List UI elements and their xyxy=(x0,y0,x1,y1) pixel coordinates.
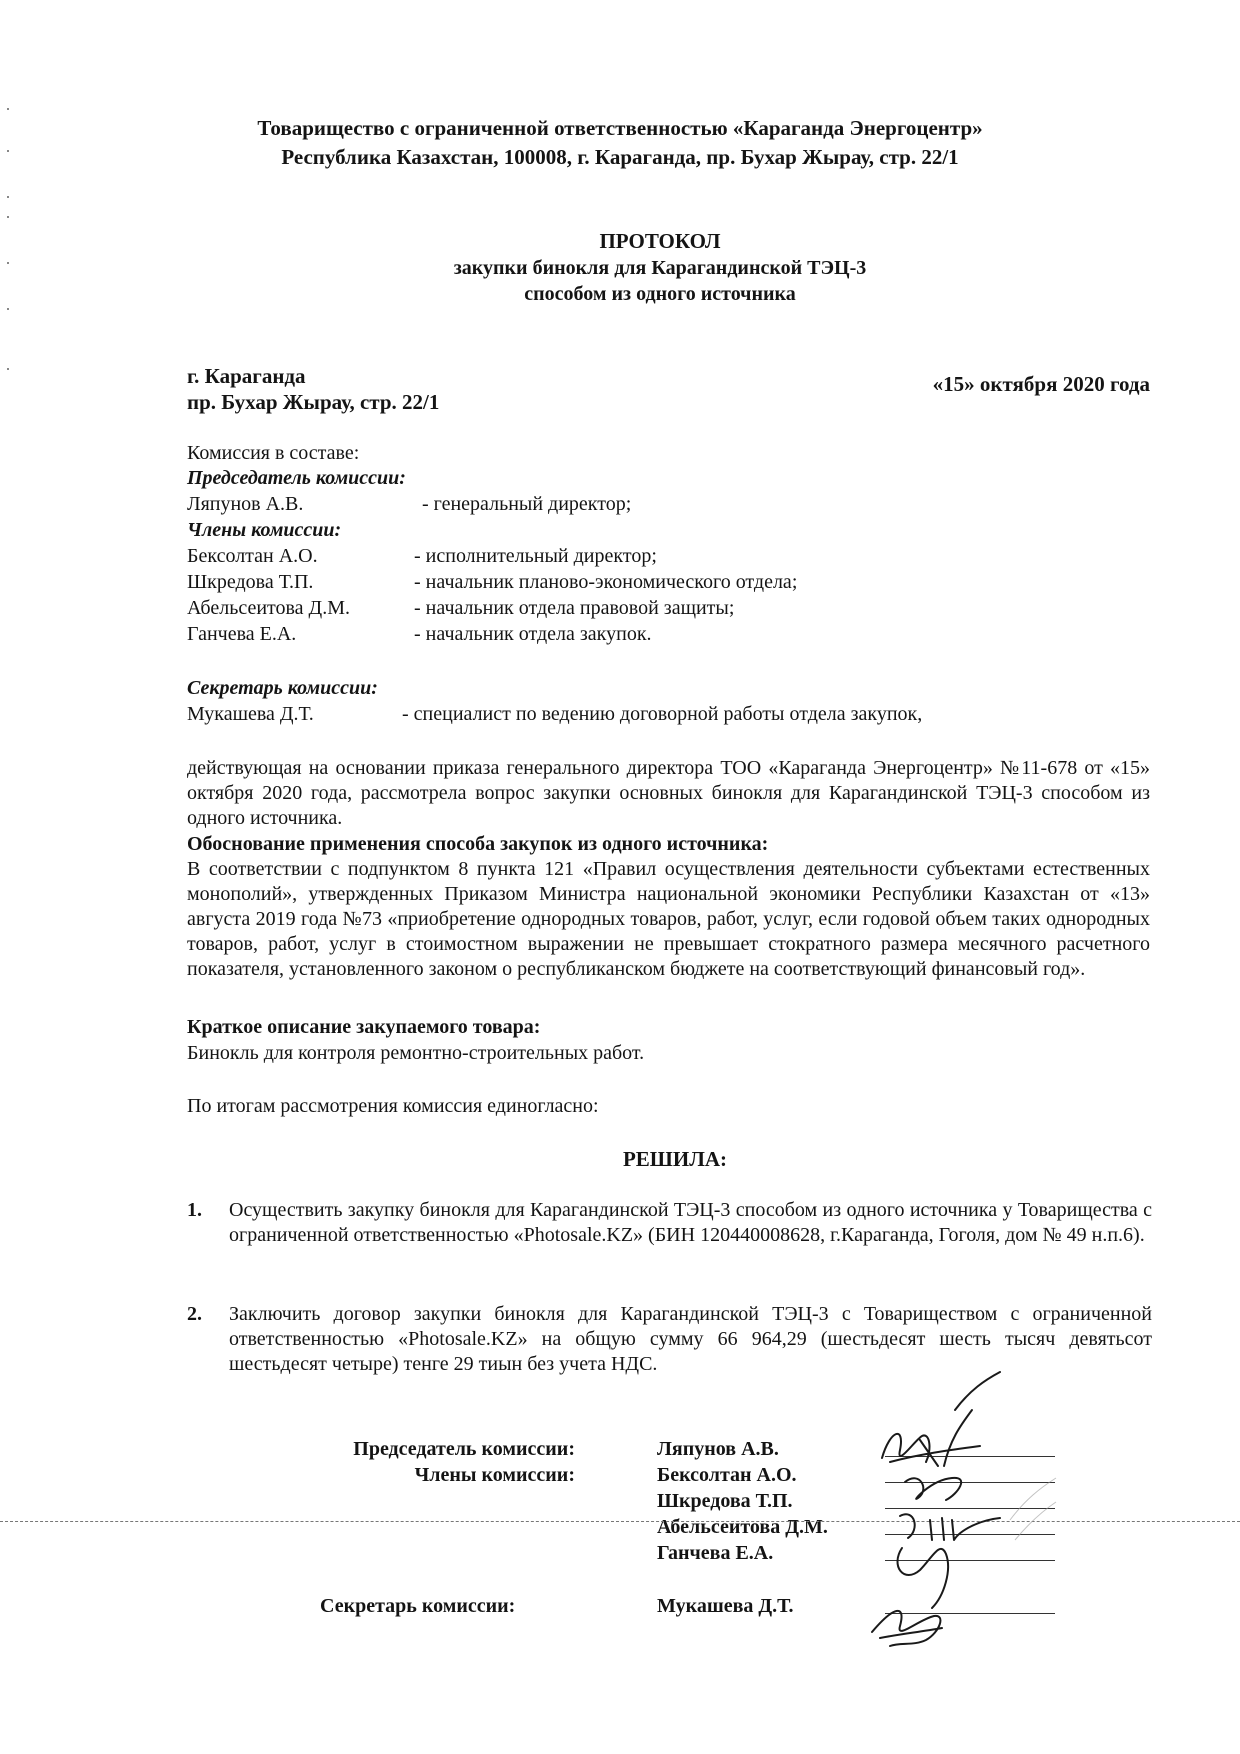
member-name: Абельсеитова Д.М. xyxy=(187,597,350,619)
signature-member-name: Ганчева Е.А. xyxy=(657,1542,774,1564)
justification-heading: Обоснование применения способа закупок из одного источника: xyxy=(187,833,769,855)
member-name: Ганчева Е.А. xyxy=(187,623,297,645)
members-heading: Члены комиссии: xyxy=(187,519,342,541)
signature-secretary-label: Секретарь комиссии: xyxy=(320,1595,516,1617)
signature-member-1 xyxy=(905,1478,961,1500)
signature-member-name: Абельсеитова Д.М. xyxy=(657,1516,828,1538)
secretary-role: - специалист по ведению договорной работы отдела закупок, xyxy=(402,703,923,725)
commission-intro: Комиссия в составе: xyxy=(187,442,360,464)
scan-mark xyxy=(7,368,9,370)
chair-role: - генеральный директор; xyxy=(422,493,632,515)
conclusion-intro: По итогам рассмотрения комиссия единогласно: xyxy=(187,1095,599,1117)
scan-mark xyxy=(7,216,9,218)
member-name: Шкредова Т.П. xyxy=(187,571,314,593)
handwritten-signatures xyxy=(860,1370,1060,1660)
decision-number: 2. xyxy=(187,1303,202,1325)
signature-chair-name: Ляпунов А.В. xyxy=(657,1438,779,1460)
signature-member-3 xyxy=(897,1548,948,1608)
signature-member-2 xyxy=(900,1514,1000,1540)
secretary-name: Мукашева Д.Т. xyxy=(187,703,314,725)
document-title: ПРОТОКОЛ xyxy=(599,229,721,253)
document-subtitle: закупки бинокля для Карагандинской ТЭЦ-3 xyxy=(453,257,867,279)
decision-text: Осуществить закупку бинокля для Карагандинской ТЭЦ-3 способом из одного источника у Товарищества с ограниченной ответственностью «Photosale.KZ» (БИН 120440008628, г.Караганда, Гоголя, дом № 49 н.п.6). xyxy=(229,1199,1152,1246)
chair-heading: Председатель комиссии: xyxy=(187,467,406,489)
member-role: - начальник отдела закупок. xyxy=(414,623,652,645)
secretary-heading: Секретарь комиссии: xyxy=(187,677,378,699)
description-heading: Краткое описание закупаемого товара: xyxy=(187,1016,541,1038)
document-date: «15» октября 2020 года xyxy=(932,372,1150,396)
signature-member-name: Бексолтан А.О. xyxy=(657,1464,797,1486)
member-role: - начальник планово-экономического отдела; xyxy=(414,571,798,593)
document-subtitle-method: способом из одного источника xyxy=(524,283,796,305)
signature-secretary-name: Мукашева Д.Т. xyxy=(657,1595,794,1617)
basis-paragraph: действующая на основании приказа генерального директора ТОО «Караганда Энергоцентр» №11-678 от «15» октября 2020 года, рассмотрела вопрос закупки основных бинокля для Карагандинской ТЭЦ-3 способом из одного источника. xyxy=(187,757,1150,829)
place-street: пр. Бухар Жырау, стр. 22/1 xyxy=(187,390,440,414)
scan-mark xyxy=(7,108,9,110)
signature-secretary xyxy=(872,1611,942,1646)
member-name: Бексолтан А.О. xyxy=(187,545,318,567)
scan-mark xyxy=(7,196,9,198)
org-address: Республика Казахстан, 100008, г. Караганда, пр. Бухар Жырау, стр. 22/1 xyxy=(281,145,959,169)
description-text: Бинокль для контроля ремонтно-строительных работ. xyxy=(187,1042,645,1064)
justification-paragraph: В соответствии с подпунктом 8 пункта 121 «Правил осуществления деятельности субъектами естественных монополий», утвержденных Приказом Министра национальной экономики Республики Казахстан от «13» августа 2019 года №73 «приобретение однородных товаров, работ, услуг, если годовой объем таких однородных товаров, работ, услуг в стоимостном выражении не превышает стократного размера месячного расчетного показателя, установленного законом о республиканском бюджете на соответствующий финансовый год». xyxy=(187,858,1150,980)
chair-name: Ляпунов А.В. xyxy=(187,493,304,515)
org-name: Товарищество с ограниченной ответственностью «Караганда Энергоцентр» xyxy=(257,116,983,140)
member-role: - начальник отдела правовой защиты; xyxy=(414,597,735,619)
signature-member-name: Шкредова Т.П. xyxy=(657,1490,793,1512)
decision-number: 1. xyxy=(187,1199,202,1221)
place-city: г. Караганда xyxy=(187,364,306,388)
signature-chair xyxy=(882,1434,980,1466)
decision-heading: РЕШИЛА: xyxy=(622,1147,728,1171)
signature-members-label: Члены комиссии: xyxy=(414,1464,575,1486)
scan-mark xyxy=(7,308,9,310)
decision-text: Заключить договор закупки бинокля для Карагандинской ТЭЦ-3 с Товариществом с ограниченной ответственностью «Photosale.KZ» на общую сумму 66 964,29 (шестьдесят шесть тысяч девятьсот шестьдесят четыре) тенге 29 тиын без учета НДС. xyxy=(229,1303,1152,1375)
signature-chair-label: Председатель комиссии: xyxy=(353,1438,575,1460)
member-role: - исполнительный директор; xyxy=(414,545,657,567)
